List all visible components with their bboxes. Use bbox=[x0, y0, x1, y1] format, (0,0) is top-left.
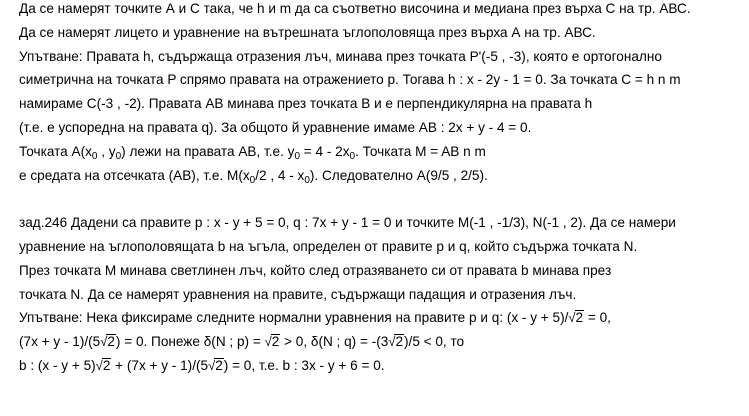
text-run: , y bbox=[97, 143, 116, 159]
subscript: 0 bbox=[349, 150, 356, 162]
text-run: ) лежи на правата AB, т.е. y bbox=[121, 143, 295, 159]
text-run: Упътване: Правата h, съдържаща отразения лъч, минава през точката P'(-5 , -3), която е ортогонално bbox=[19, 48, 662, 64]
text-run: зад.246 Дадени са правите p : x - y + 5 = 0, q : 7x + y - 1 = 0 и точките M(-1 , -1/3), N(-1 , 2). Да се намери bbox=[19, 215, 676, 231]
text-line bbox=[19, 239, 637, 257]
text-run: (т.е. е успоредна на правата q). За общото й уравнение имаме AB : 2x + y - 4 = 0. bbox=[19, 120, 532, 135]
subscript: 0 bbox=[115, 150, 122, 162]
radicand: 2 bbox=[395, 334, 404, 350]
text-run: Упътване: Нека фиксираме следните нормални уравнения на правите p и q: (x - y + 5)/ bbox=[19, 310, 569, 326]
radical-sign: √ bbox=[208, 358, 216, 373]
text-line bbox=[19, 334, 464, 352]
radical-sign: √ bbox=[95, 358, 103, 373]
text-run: ). Следователно A(9/5 , 2/5). bbox=[309, 167, 488, 183]
sqrt-expression bbox=[265, 334, 281, 349]
subscript: 0 bbox=[91, 150, 98, 162]
text-run: > 0, δ(N ; q) = -(3 bbox=[280, 334, 389, 350]
text-run: През точката M минава светлинен лъч, който след отразяването си от правата b минава през bbox=[19, 262, 612, 278]
sqrt-expression bbox=[96, 358, 112, 373]
sqrt-expression bbox=[208, 358, 224, 373]
radicand: 2 bbox=[575, 310, 584, 326]
text-line bbox=[19, 263, 611, 281]
text-line bbox=[19, 287, 576, 305]
sqrt-expression bbox=[100, 334, 116, 349]
text-run: Точката A(x bbox=[19, 143, 92, 159]
radical-sign: √ bbox=[388, 334, 396, 350]
text-run: . Точката M = AB n m bbox=[355, 143, 486, 159]
text-line bbox=[19, 72, 681, 90]
text-line bbox=[19, 96, 592, 114]
radicand: 2 bbox=[107, 334, 115, 350]
text-line bbox=[19, 215, 676, 233]
text-run: b : (x - y + 5) bbox=[19, 358, 96, 373]
text-line bbox=[19, 120, 531, 138]
text-line bbox=[19, 168, 488, 186]
text-run: /2 , 4 - x bbox=[255, 167, 305, 183]
text-run: Да се намерят точките А и С така, че h и m да са съответно височина и медиана през върха С на тр. АВС. bbox=[19, 1, 691, 16]
radicand: 2 bbox=[215, 358, 223, 373]
text-run: (7x + y - 1)/(5 bbox=[19, 334, 101, 350]
radical-sign: √ bbox=[568, 310, 576, 326]
text-run: намираме С(-3 , -2). Правата AB минава през точката B и е перпендикулярна на правата h bbox=[19, 96, 593, 112]
subscript: 0 bbox=[294, 150, 301, 162]
text-run: точката N. Да се намерят уравнения на правите, съдържащи падащия и отразения лъч. bbox=[19, 286, 577, 302]
text-run: = 4 - 2x bbox=[300, 143, 350, 159]
text-run: ) = 0. Понеже δ(N ; p) = bbox=[115, 334, 265, 350]
subscript: 0 bbox=[249, 174, 256, 186]
text-line bbox=[19, 144, 486, 162]
text-run: Да се намерят лицето и уравнение на вътрешната ъглополовяща през върха А на тр. АВС. bbox=[19, 24, 596, 40]
text-line bbox=[19, 49, 662, 67]
radicand: 2 bbox=[271, 334, 280, 350]
sqrt-expression bbox=[568, 310, 584, 325]
subscript: 0 bbox=[304, 174, 310, 186]
text-run: е средата на отсечката (AB), т.е. M(x bbox=[19, 167, 250, 183]
text-line bbox=[19, 25, 596, 43]
text-run: ) = 0, т.е. b : 3x - y + 6 = 0. bbox=[223, 358, 385, 373]
text-run: = 0, bbox=[584, 310, 611, 326]
text-run: + (7x + y - 1)/(5 bbox=[111, 358, 209, 373]
radical-sign: √ bbox=[100, 334, 108, 350]
text-line bbox=[19, 310, 611, 328]
text-run: )/5 < 0, то bbox=[404, 334, 465, 350]
sqrt-expression bbox=[388, 334, 404, 349]
text-line bbox=[19, 358, 385, 376]
radical-sign: √ bbox=[264, 334, 272, 350]
radicand: 2 bbox=[102, 358, 111, 373]
text-run: уравнение на ъглополовящата b на ъгъла, определен от правите p и q, който съдържа точката N. bbox=[19, 239, 638, 254]
text-run: симетрична на точката P спрямо правата на отражението p. Тогава h : x - 2y - 1 = 0. За точката С = h n m bbox=[19, 72, 681, 88]
text-line bbox=[19, 1, 691, 19]
